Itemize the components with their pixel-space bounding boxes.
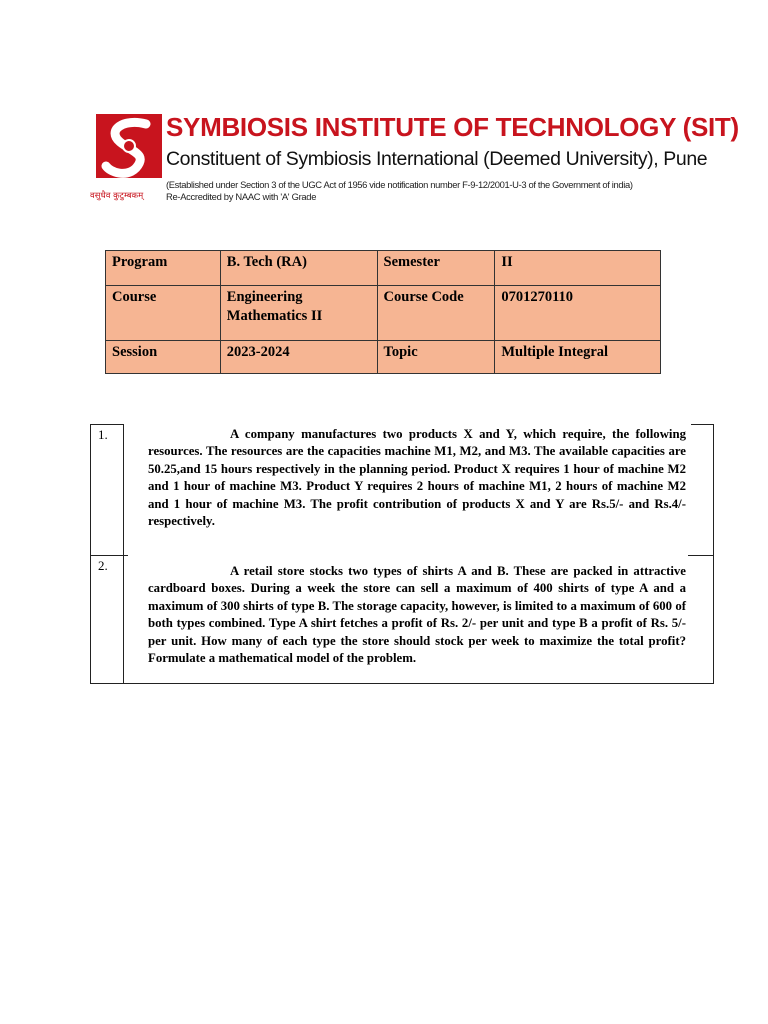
frame-left xyxy=(90,424,91,684)
semester-label: Semester xyxy=(377,251,495,286)
topic-value: Multiple Integral xyxy=(495,341,661,374)
symbiosis-logo-icon xyxy=(96,114,162,186)
topic-label: Topic xyxy=(377,341,495,374)
frame-divider xyxy=(123,424,124,684)
frame-bottom xyxy=(90,683,714,684)
table-row xyxy=(106,341,661,374)
frame-top-right xyxy=(691,424,714,425)
established-line: (Established under Section 3 of the UGC Act of 1956 vide notification number F-9-12/2001-U-3 of the Government of india) xyxy=(166,179,633,190)
question-number: 2. xyxy=(98,558,108,573)
motto: वसुधैव कुटुम्बकम् xyxy=(90,191,144,201)
course-info-table xyxy=(105,250,661,374)
course-label: Course xyxy=(106,286,221,341)
table-row xyxy=(106,251,661,286)
question-text: A retail store stocks two types of shirts A and B. These are packed in attractive cardboard boxes. During a week the store can sell a maximum of 400 shirts of type A and a maximum of 300 shirts of type B. The storage capacity, however, is limited to a maximum of 600 of both types combined. Type A shirt fetches a profit of Rs. 2/- per unit and type B a profit of Rs. 5/- per unit. How many of each type the store should stock per week to maximize the total profit? Formulate a mathematical model of the problem. xyxy=(148,564,686,666)
institute-header xyxy=(90,108,739,208)
institute-title: SYMBIOSIS INSTITUTE OF TECHNOLOGY (SIT) xyxy=(166,112,739,142)
accreditation-line: Re-Accredited by NAAC with 'A' Grade xyxy=(166,191,317,202)
frame-mid-left xyxy=(90,555,128,556)
question-number: 1. xyxy=(98,427,108,442)
program-value: B. Tech (RA) xyxy=(220,251,377,286)
semester-value: II xyxy=(495,251,661,286)
table-row xyxy=(106,286,661,341)
course-value: Engineering Mathematics II xyxy=(220,286,377,341)
course-code-label: Course Code xyxy=(377,286,495,341)
course-code-value: 0701270110 xyxy=(495,286,661,341)
frame-right xyxy=(713,424,714,684)
frame-top-left xyxy=(90,424,124,425)
question-text: A company manufactures two products X and Y, which require, the following resources. The resources are the capacities machine M1, M2, and M3. The available capacities are 50.25,and 15 hours respectively in the planning period. Product X requires 1 hour of machine M2 and 1 hour of machine M3. Product Y requires 2 hours of machine M1, 2 hours of machine M2 and 1 hour of machine M3. The profit contribution of products X and Y are Rs.5/- and Rs.4/- respectively. xyxy=(148,427,686,529)
frame-mid-right xyxy=(688,555,714,556)
constituent-line: Constituent of Symbiosis International (Deemed University), Pune xyxy=(166,148,708,170)
session-value: 2023-2024 xyxy=(220,341,377,374)
session-label: Session xyxy=(106,341,221,374)
program-label: Program xyxy=(106,251,221,286)
questions-block xyxy=(90,424,714,684)
